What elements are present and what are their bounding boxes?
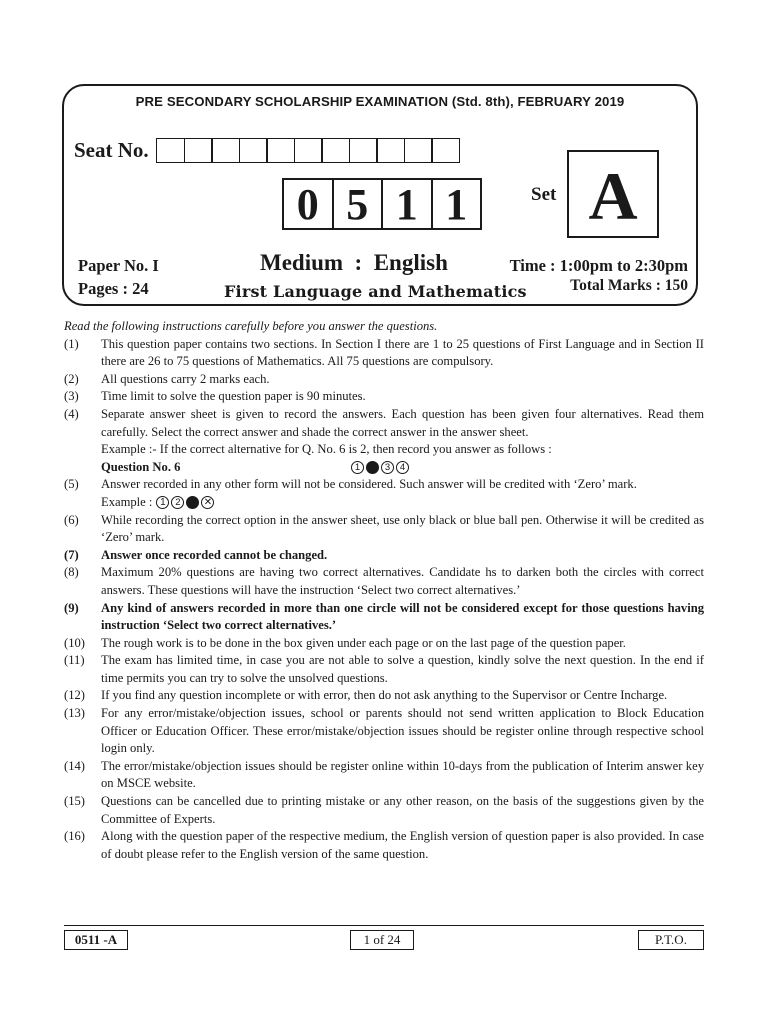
item-text: Questions can be cancelled due to printing mistake or any other reason, on the basis of the suggestions given by the Committee of Experts. <box>101 794 704 826</box>
seat-cell[interactable] <box>266 138 295 163</box>
instruction-item <box>64 828 704 863</box>
header-box <box>62 84 698 306</box>
seat-no-cells[interactable] <box>156 138 459 163</box>
exam-time: Time : 1:00pm to 2:30pm <box>509 256 688 275</box>
item-number: (1) <box>64 336 79 351</box>
code-digit: 0 <box>284 180 334 228</box>
example-question-label: Question No. 6 <box>101 459 181 474</box>
instruction-item <box>64 388 704 406</box>
instruction-item <box>64 705 704 758</box>
seat-cell[interactable] <box>431 138 460 163</box>
seat-cell[interactable] <box>404 138 433 163</box>
footer-page-number: 1 of 24 <box>350 930 414 950</box>
item-number: (14) <box>64 758 85 773</box>
footer-pto: P.T.O. <box>638 930 704 950</box>
set-value: A <box>567 150 659 238</box>
item-number: (4) <box>64 406 79 421</box>
example-label: Example : <box>101 494 153 509</box>
medium: Medium : English <box>260 250 448 275</box>
instruction-item <box>64 687 704 705</box>
item-text: Answer recorded in any other form will not be considered. Such answer will be credited with ‘Zero’ mark. <box>101 477 637 492</box>
seat-cell[interactable] <box>294 138 323 163</box>
example-text: Example :- If the correct alternative for Q. No. 6 is 2, then record you answer as follows : <box>101 442 552 457</box>
answer-bubble-crossed: ✕ <box>201 496 214 509</box>
instruction-item <box>64 652 704 687</box>
pages-count: Pages : 24 <box>78 279 149 298</box>
seat-cell[interactable] <box>211 138 240 163</box>
instruction-item <box>64 793 704 828</box>
answer-bubble-filled <box>186 496 199 509</box>
paper-no: Paper No. I <box>78 256 159 275</box>
footer-paper-code: 0511 -A <box>64 930 128 950</box>
item-text: While recording the correct option in the answer sheet, use only black or blue ball pen. Otherwise it will be credited as ‘Zero’ mark. <box>101 512 704 545</box>
exam-title: PRE SECONDARY SCHOLARSHIP EXAMINATION (Std. 8th), FEBRUARY 2019 <box>135 94 625 109</box>
item-number: (6) <box>64 512 79 527</box>
item-number: (9) <box>64 600 79 615</box>
item-number: (7) <box>64 547 79 562</box>
item-number: (3) <box>64 389 79 404</box>
instruction-item <box>64 564 704 599</box>
item-number: (11) <box>64 653 85 668</box>
instructions-intro: Read the following instructions carefully before you answer the questions. <box>64 319 438 333</box>
item-text: If you find any question incomplete or with error, then do not ask anything to the Supervisor or Centre Incharge. <box>101 688 668 703</box>
seat-cell[interactable] <box>184 138 213 163</box>
answer-bubble-filled <box>366 461 379 474</box>
item-text: Time limit to solve the question paper is 90 minutes. <box>101 389 366 404</box>
seat-no-label: Seat No. <box>74 138 149 162</box>
item-text: All questions carry 2 marks each. <box>101 371 270 386</box>
item-number: (5) <box>64 477 79 492</box>
instruction-item <box>64 512 704 547</box>
seat-cell[interactable] <box>376 138 405 163</box>
item-text: Maximum 20% questions are having two correct alternatives. Candidate hs to darken both the circles with correct answers. These questions will have the instruction ‘Select two correct alternatives.’ <box>101 565 704 597</box>
item-text: Separate answer sheet is given to record the answers. Each question has been given four alternatives. Read them carefully. Select the correct answer and shade the correct answer in the answer sheet. <box>101 406 704 439</box>
instruction-item <box>64 600 704 635</box>
instruction-item <box>64 336 704 371</box>
item-text: This question paper contains two sections. In Section I there are 1 to 25 questions of First Language and in Section II there are 26 to 75 questions of Mathematics. All 75 questions are compulsory. <box>101 336 704 369</box>
item-text: The exam has limited time, in case you are not able to solve a question, kindly solve the next question. In the end if time permits you can try to solve the unsolved questions. <box>101 653 704 685</box>
code-digit: 5 <box>334 180 384 228</box>
instruction-item <box>64 547 704 565</box>
example-line <box>101 441 704 459</box>
item-number: (8) <box>64 565 79 580</box>
paper-code-box <box>282 178 482 230</box>
code-digit: 1 <box>383 180 433 228</box>
wrong-example <box>101 494 704 512</box>
seat-cell[interactable] <box>156 138 185 163</box>
item-number: (10) <box>64 635 85 650</box>
answer-bubble: 2 <box>171 496 184 509</box>
answer-bubble: 1 <box>156 496 169 509</box>
item-text: The rough work is to be done in the box given under each page or on the last page of the question paper. <box>101 635 626 650</box>
item-text: Any kind of answers recorded in more than one circle will not be considered except for those questions having instruction ‘Select two correct alternatives.’ <box>101 600 704 633</box>
instructions <box>64 318 704 863</box>
item-text: For any error/mistake/objection issues, school or parents should not send written application to Block Education Officer or Education Officer. These error/mistake/objection issues should be register online through respective school login only. <box>101 706 704 756</box>
code-digit: 1 <box>445 180 468 229</box>
seat-cell[interactable] <box>239 138 268 163</box>
answer-bubble: 1 <box>351 461 364 474</box>
item-text: Along with the question paper of the respective medium, the English version of question paper is also provided. In case of doubt please refer to the English version of the same question. <box>101 829 704 861</box>
set-label: Set <box>531 184 557 205</box>
instruction-item <box>64 758 704 793</box>
footer-divider <box>64 925 704 926</box>
item-number: (13) <box>64 706 85 721</box>
item-number: (2) <box>64 371 79 386</box>
instruction-item <box>64 635 704 653</box>
answer-bubble: 4 <box>396 461 409 474</box>
item-text: The error/mistake/objection issues should be register online within 10-days from the publication of Interim answer key on MSCE website. <box>101 758 704 791</box>
total-marks: Total Marks : 150 <box>570 277 688 294</box>
answer-bubble: 3 <box>381 461 394 474</box>
item-number: (12) <box>64 688 85 703</box>
example-question <box>101 459 704 477</box>
item-number: (15) <box>64 794 85 809</box>
seat-cell[interactable] <box>321 138 350 163</box>
instruction-item <box>64 371 704 389</box>
item-number: (16) <box>64 829 85 844</box>
subject: First Language and Mathematics <box>224 282 527 301</box>
instruction-item <box>64 406 704 441</box>
seat-cell[interactable] <box>349 138 378 163</box>
item-text: Answer once recorded cannot be changed. <box>101 547 328 562</box>
instruction-item <box>64 476 704 494</box>
